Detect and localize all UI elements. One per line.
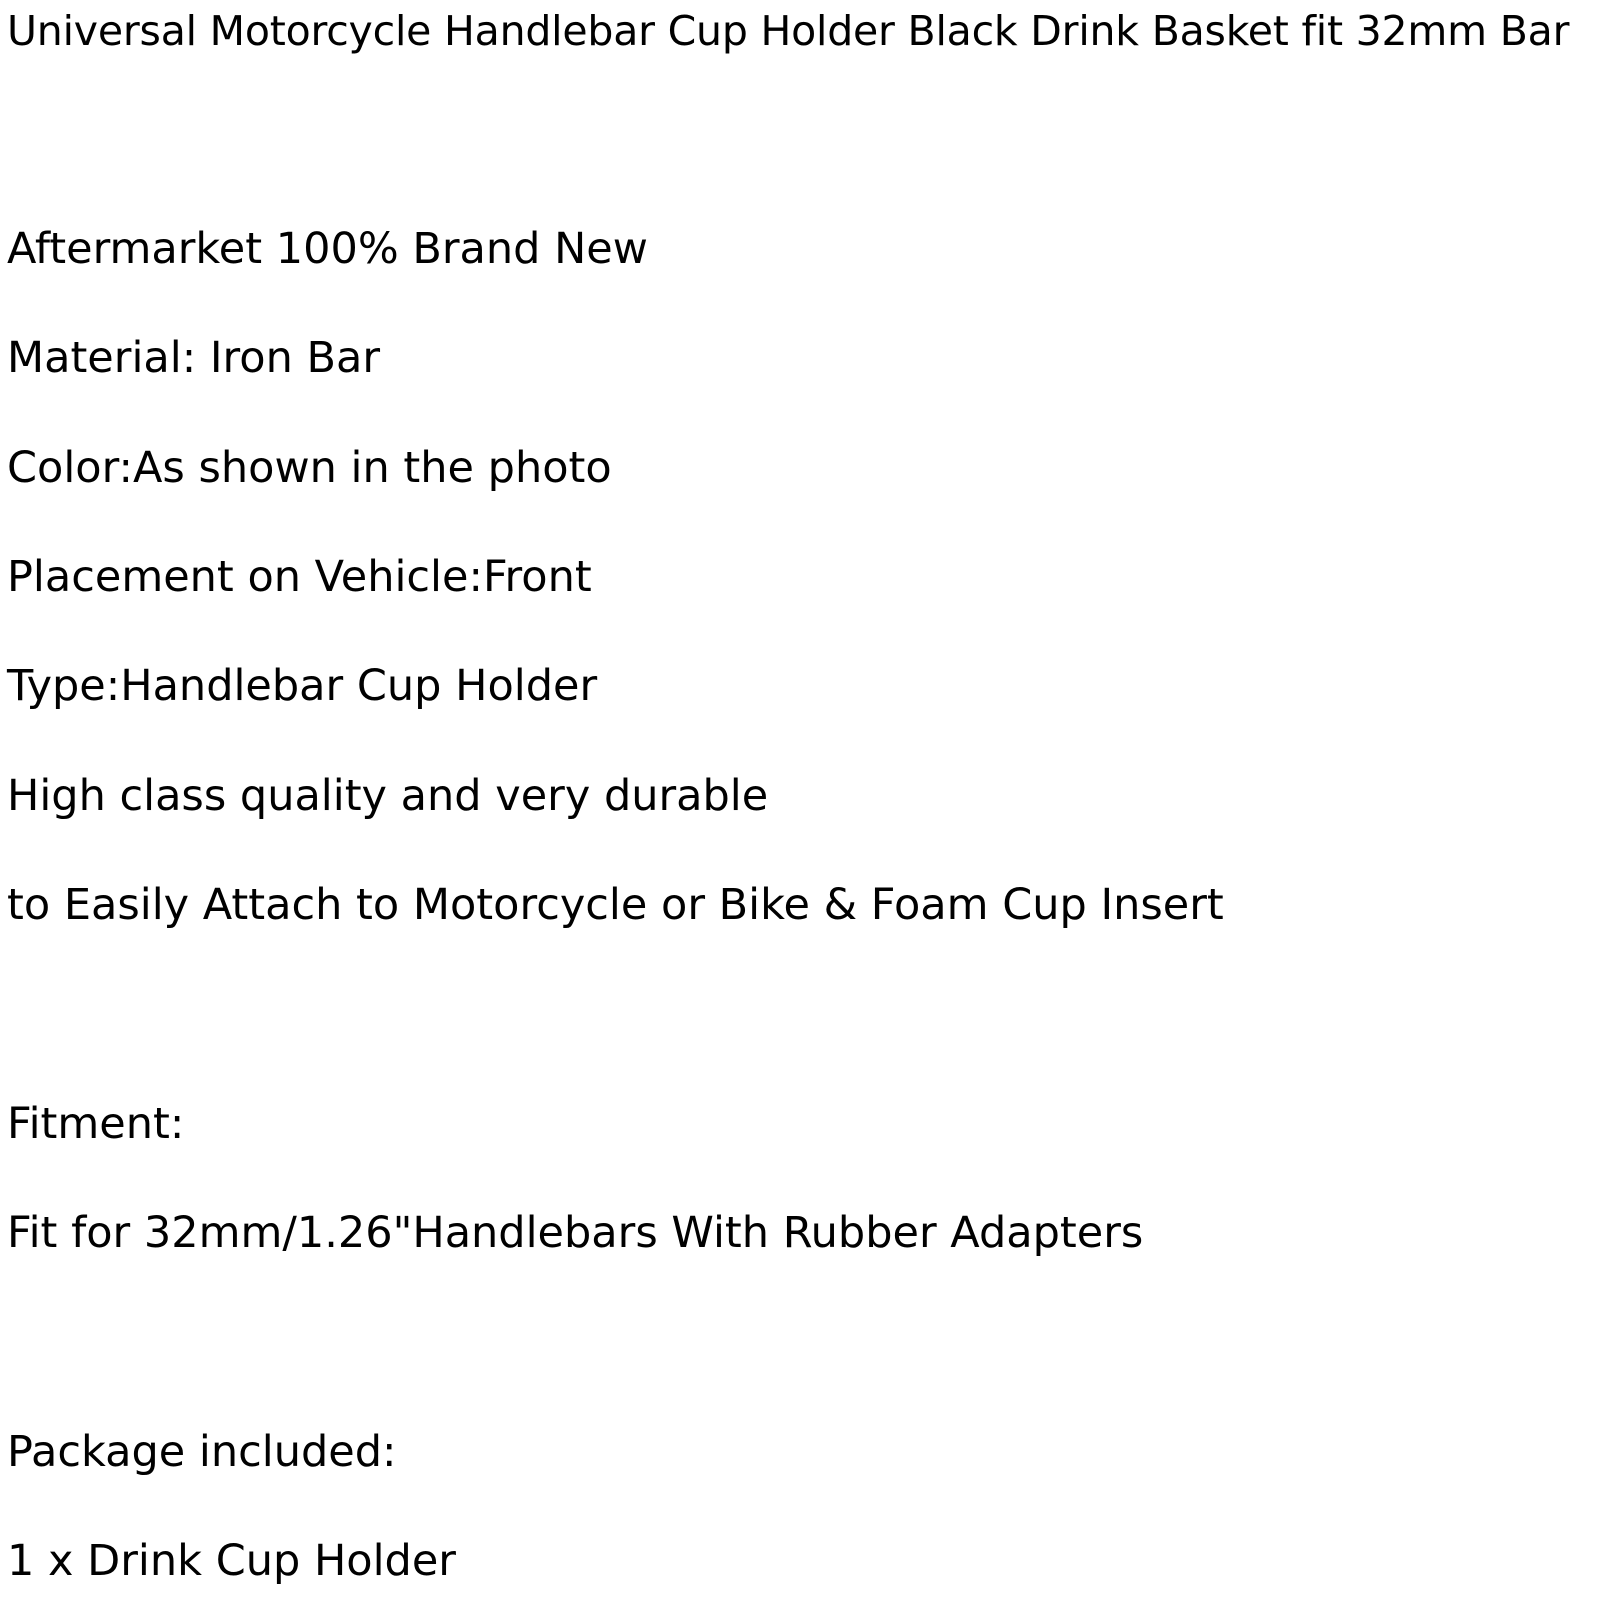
material-text: Material: Iron Bar	[7, 333, 381, 383]
condition-text: Aftermarket 100% Brand New	[7, 224, 648, 274]
fitment-text: Fit for 32mm/1.26"Handlebars With Rubber Adapters	[7, 1208, 1144, 1258]
color-text: Color:As shown in the photo	[7, 443, 612, 493]
attach-text: to Easily Attach to Motorcycle or Bike & Foam Cup Insert	[7, 880, 1224, 930]
package-heading: Package included:	[7, 1427, 397, 1477]
quality-text: High class quality and very durable	[7, 771, 769, 821]
type-text: Type:Handlebar Cup Holder	[7, 661, 598, 711]
product-title: Universal Motorcycle Handlebar Cup Holder Black Drink Basket fit 32mm Bar	[7, 7, 1570, 55]
package-item: 1 x Drink Cup Holder	[7, 1536, 456, 1586]
fitment-heading: Fitment:	[7, 1099, 185, 1149]
placement-text: Placement on Vehicle:Front	[7, 552, 592, 602]
